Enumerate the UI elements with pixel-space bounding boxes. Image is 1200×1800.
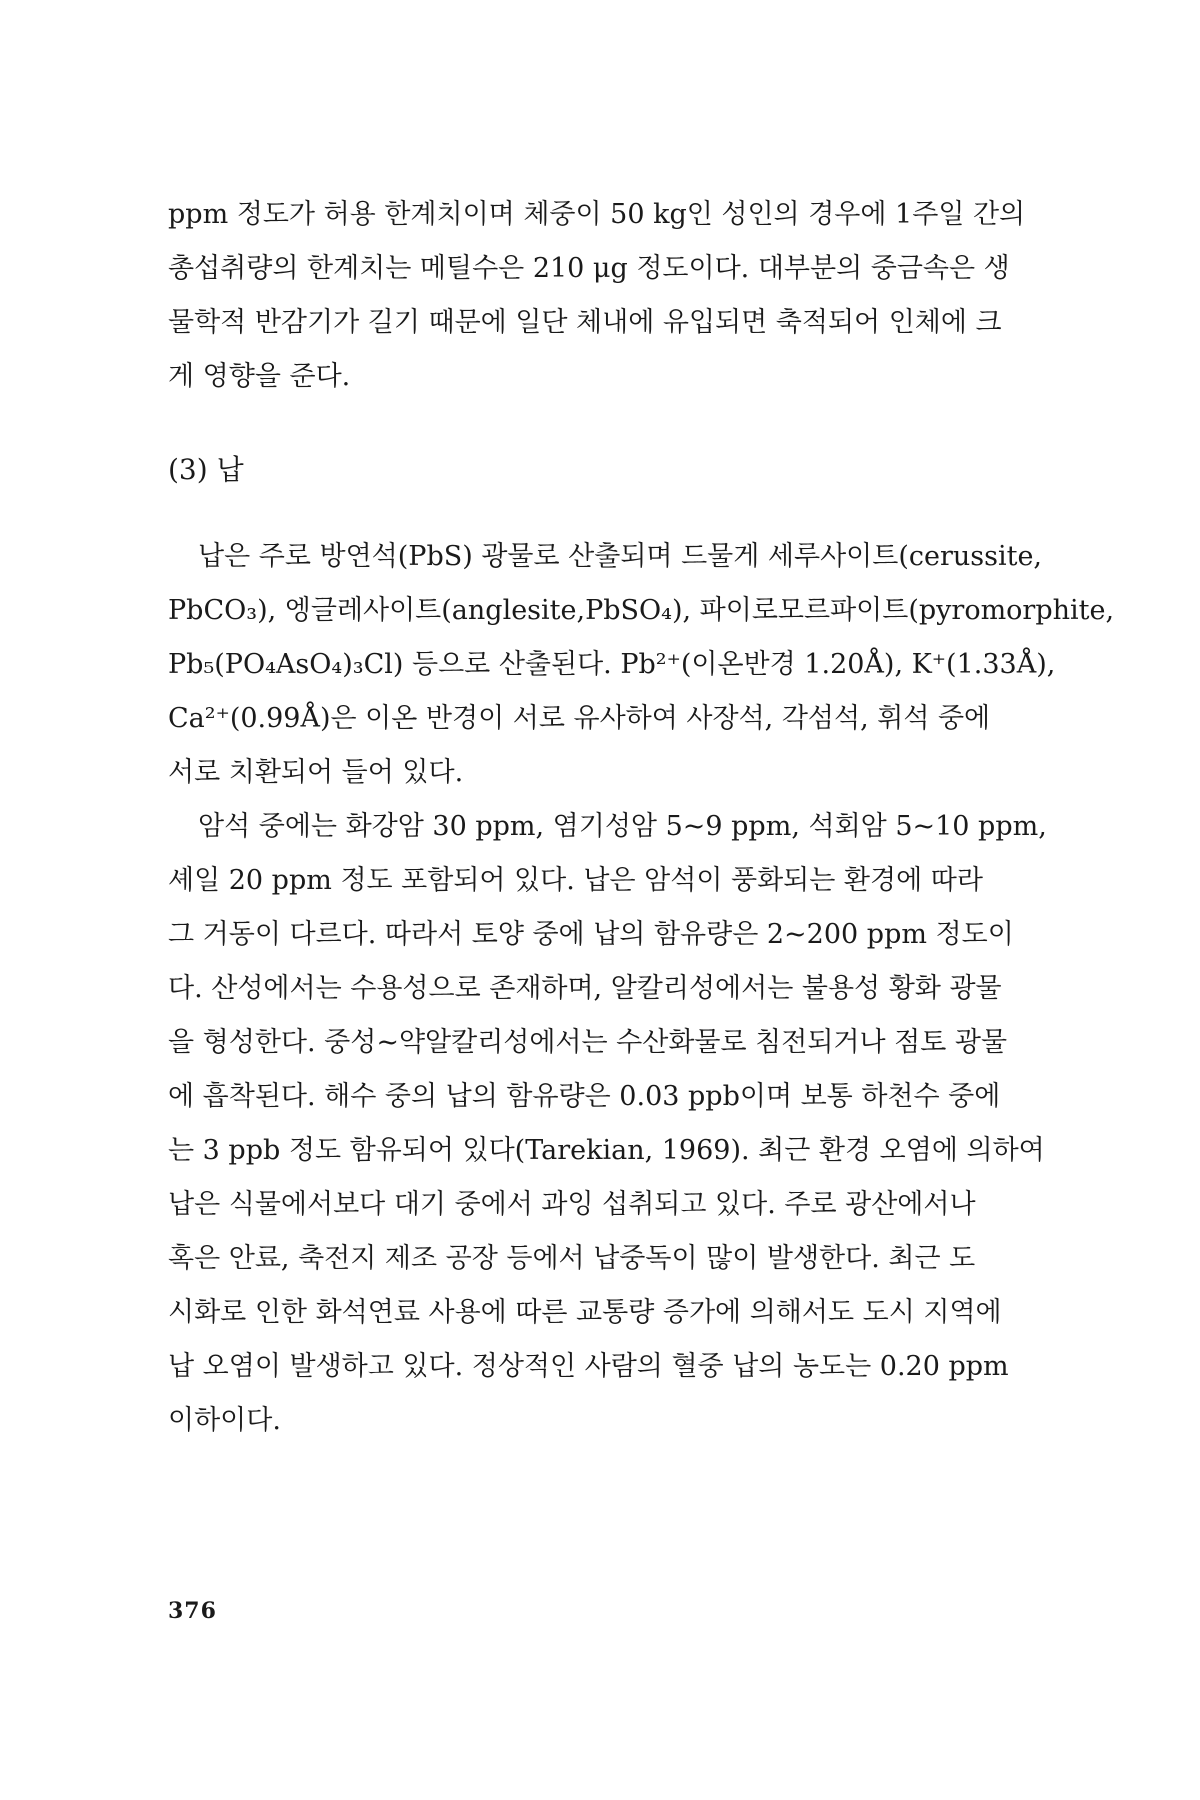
text-line: 납은 주로 방연석(PbS) 광물로 산출되며 드물게 세루사이트(cerussite, [198, 541, 1043, 572]
page-number: 376 [168, 1598, 217, 1624]
text-line: 에 흡착된다. 해수 중의 납의 함유량은 0.03 ppb이며 보통 하천수 중에 [168, 1081, 1001, 1112]
text-line: 암석 중에는 화강암 30 ppm, 염기성암 5~9 ppm, 석회암 5~10 ppm, [198, 811, 1047, 842]
text-line: 셰일 20 ppm 정도 포함되어 있다. 납은 암석이 풍화되는 환경에 따라 [168, 865, 983, 896]
text-line: 그 거동이 다르다. 따라서 토양 중에 납의 함유량은 2~200 ppm 정도이 [168, 919, 1014, 950]
text-line: 총섭취량의 한계치는 메틸수은 210 μg 정도이다. 대부분의 중금속은 생 [168, 253, 1010, 284]
text-line: Pb₅(PO₄AsO₄)₃Cl) 등으로 산출된다. Pb²⁺(이온반경 1.20Å), K⁺(1.33Å), [168, 649, 1056, 680]
paragraph-lead-environment [168, 800, 1048, 1448]
paragraph-lead-minerals [168, 530, 1115, 800]
text-line: 혹은 안료, 축전지 제조 공장 등에서 납중독이 많이 발생한다. 최근 도 [168, 1243, 976, 1274]
text-line: 서로 치환되어 들어 있다. [168, 757, 464, 788]
text-line: 이하이다. [168, 1405, 281, 1436]
text-line: 을 형성한다. 중성~약알칼리성에서는 수산화물로 침전되거나 점토 광물 [168, 1027, 1008, 1058]
paragraph-text [168, 188, 1048, 404]
text-line: ppm 정도가 허용 한계치이며 체중이 50 kg인 성인의 경우에 1주일 간의 [168, 199, 1026, 230]
text-line: 납 오염이 발생하고 있다. 정상적인 사람의 혈중 납의 농도는 0.20 ppm [168, 1351, 1009, 1382]
intro-paragraph [168, 188, 1048, 404]
section-body [168, 530, 1115, 1448]
text-line: Ca²⁺(0.99Å)은 이온 반경이 서로 유사하여 사장석, 각섬석, 휘석 중에 [168, 703, 991, 734]
text-line: 시화로 인한 화석연료 사용에 따른 교통량 증가에 의해서도 도시 지역에 [168, 1297, 1002, 1328]
text-line: 게 영향을 준다. [168, 361, 351, 392]
section-heading: (3) 납 [168, 453, 244, 486]
text-line: PbCO₃), 엥글레사이트(anglesite,PbSO₄), 파이로모르파이트(pyromorphite, [168, 595, 1115, 626]
text-line: 는 3 ppb 정도 함유되어 있다(Tarekian, 1969). 최근 환경 오염에 의하여 [168, 1135, 1045, 1166]
text-line: 물학적 반감기가 길기 때문에 일단 체내에 유입되면 축적되어 인체에 크 [168, 307, 1002, 338]
text-line: 다. 산성에서는 수용성으로 존재하며, 알칼리성에서는 불용성 황화 광물 [168, 973, 1002, 1004]
text-line: 납은 식물에서보다 대기 중에서 과잉 섭취되고 있다. 주로 광산에서나 [168, 1189, 976, 1220]
